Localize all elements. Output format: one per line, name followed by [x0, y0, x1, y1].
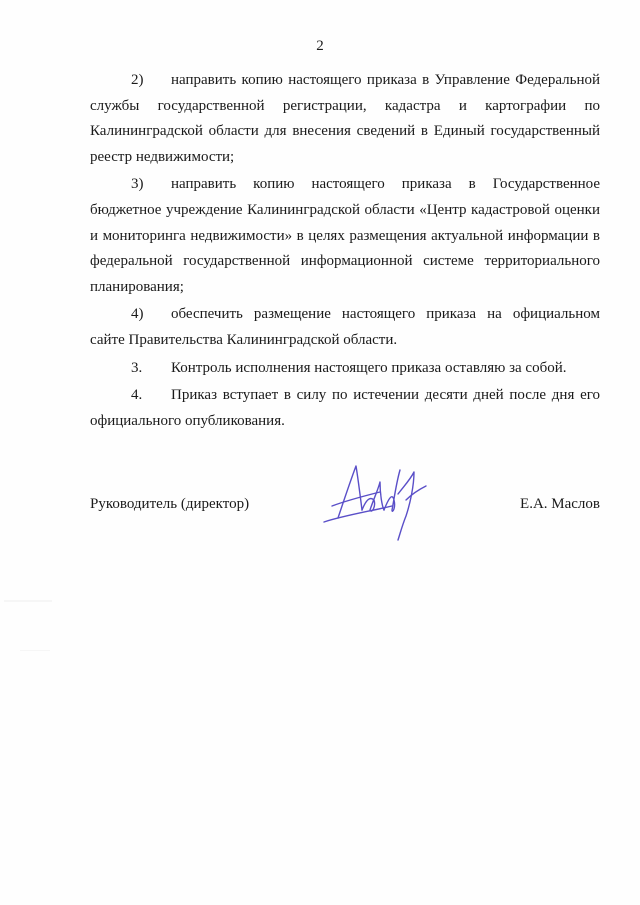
- paragraph-item-4: [90, 302, 600, 353]
- paragraph-text: Контроль исполнения настоящего приказа оставляю за собой.: [171, 359, 567, 376]
- page-number: 2: [316, 38, 324, 54]
- signature-block: [90, 460, 600, 560]
- paragraph-number: 3): [131, 176, 144, 193]
- paragraph-text: Приказ вступает в силу по истечении десяти дней после дня его официального опубликования.: [90, 387, 600, 429]
- paragraph-effective-date: [90, 383, 600, 434]
- paragraph-number: 3.: [131, 359, 143, 376]
- scan-artifact: [4, 600, 52, 602]
- signer-name: Е.А. Маслов: [520, 496, 600, 512]
- paragraph-text: обеспечить размещение настоящего приказа на официальном сайте Правительства Калининградской области.: [90, 306, 600, 348]
- paragraph-number: 4): [131, 306, 144, 323]
- paragraph-number: 4.: [131, 387, 143, 404]
- paragraph-text: направить копию настоящего приказа в Управление Федеральной службы государственной регистрации, кадастра и картографии по Калининградской области для внесения сведений в Единый государственный реестр недвижимости;: [90, 72, 600, 165]
- scan-artifact: [20, 650, 50, 651]
- paragraph-control: [90, 356, 600, 382]
- paragraph-text: направить копию настоящего приказа в Государственное бюджетное учреждение Калининградской области «Центр кадастровой оценки и мониторинга недвижимости» в целях размещения актуальной информации в федеральной государственной информационной системе территориального планирования;: [90, 176, 600, 295]
- handwritten-signature: [322, 460, 434, 542]
- paragraph-item-3: [90, 172, 600, 300]
- paragraph-number: 2): [131, 72, 144, 88]
- position-title: Руководитель (директор): [90, 496, 250, 512]
- paragraph-item-2: [90, 68, 600, 170]
- document-body: [90, 68, 600, 434]
